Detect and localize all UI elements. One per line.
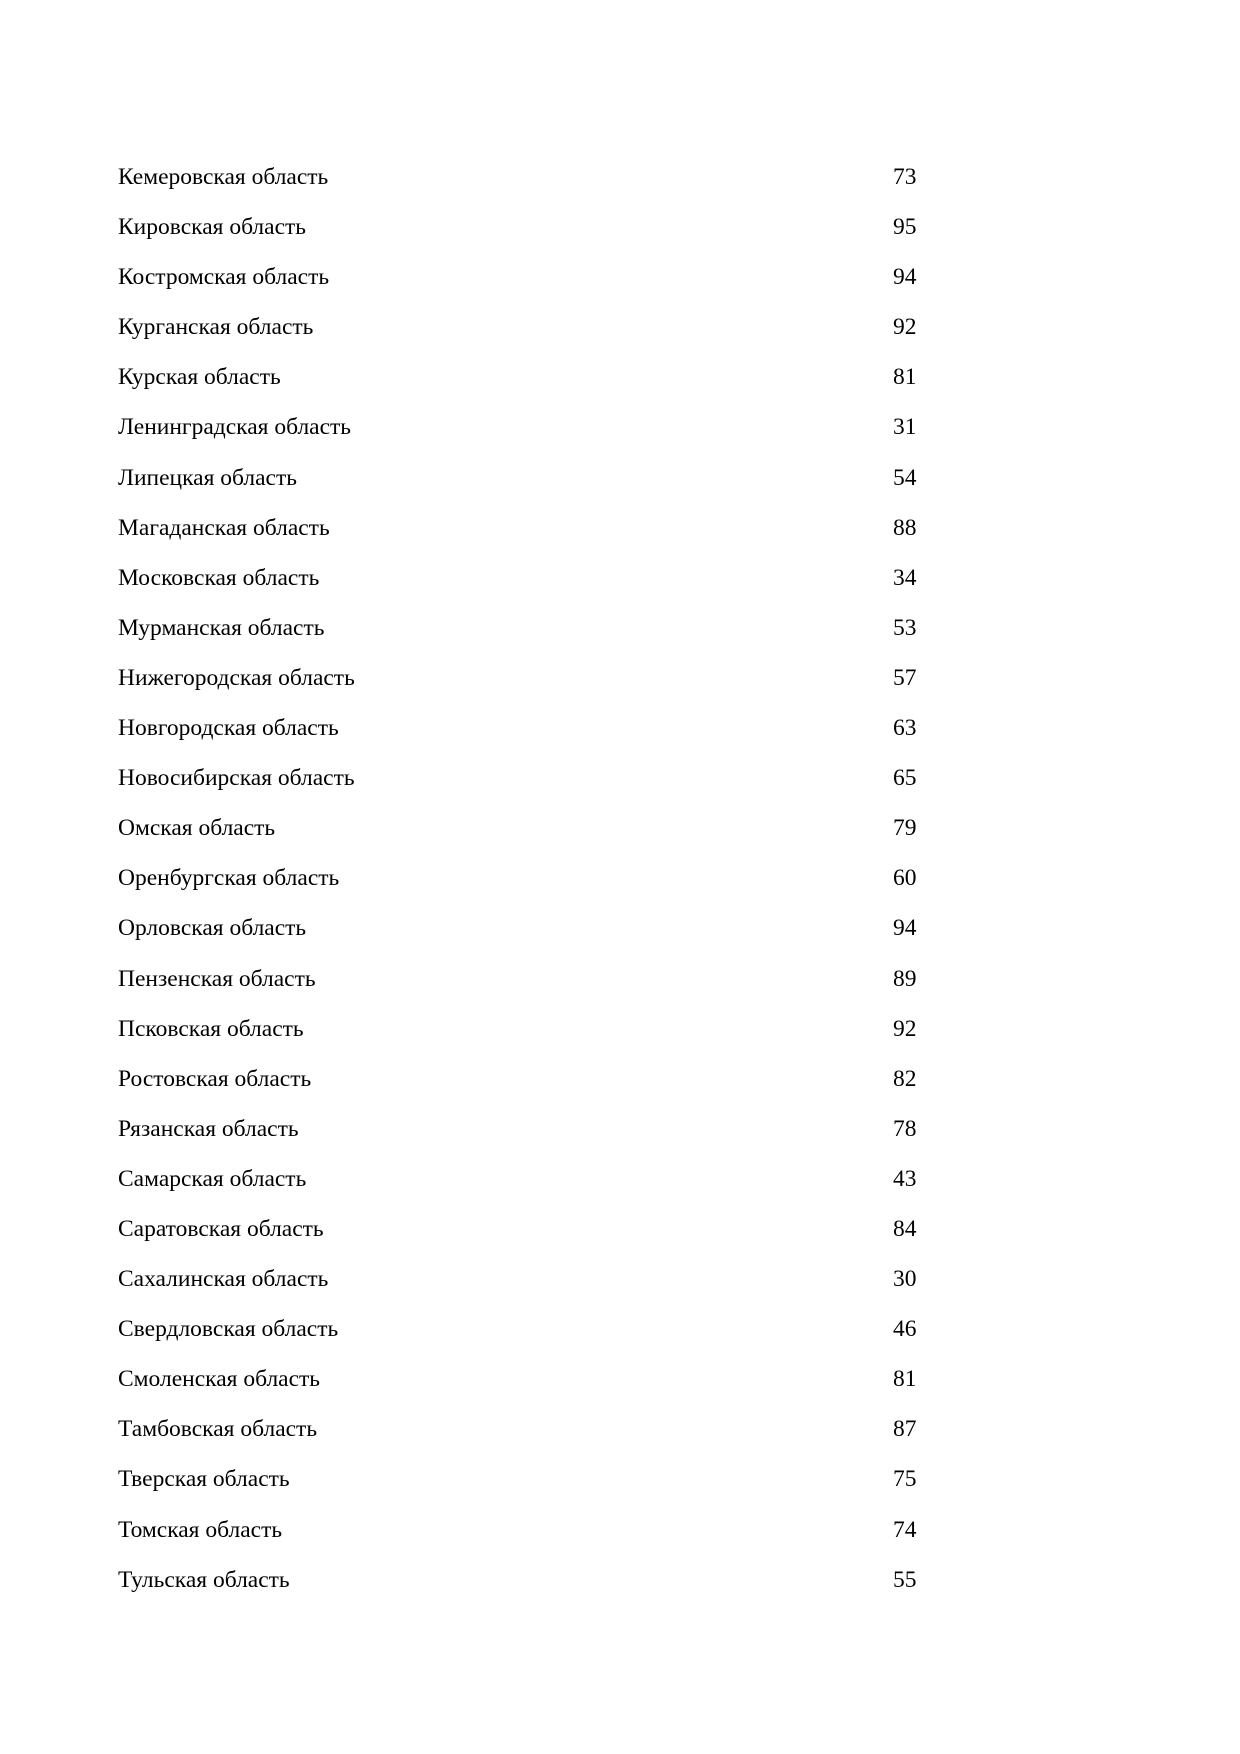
region-value: 81 [893,1366,917,1393]
list-item [118,703,938,753]
region-name: Курганская область [118,314,314,341]
list-item [118,753,938,803]
list-item [118,1204,938,1254]
list-item [118,853,938,903]
region-value: 54 [893,464,917,491]
list-item [118,302,938,352]
region-value: 55 [893,1566,917,1593]
list-item [118,1505,938,1555]
region-value: 79 [893,815,917,842]
list-item [118,1454,938,1504]
region-value: 53 [893,614,917,641]
list-item [118,1004,938,1054]
region-value: 43 [893,1165,917,1192]
region-value: 74 [893,1516,917,1543]
region-value: 65 [893,765,917,792]
list-item [118,1104,938,1154]
region-value: 30 [893,1266,917,1293]
list-item [118,202,938,252]
region-value: 75 [893,1466,917,1493]
region-value: 89 [893,965,917,992]
region-value: 88 [893,514,917,541]
region-name: Самарская область [118,1165,307,1192]
region-name: Новосибирская область [118,765,355,792]
region-name: Новгородская область [118,715,339,742]
region-value: 81 [893,364,917,391]
region-name: Тверская область [118,1466,290,1493]
region-value: 34 [893,564,917,591]
region-name: Саратовская область [118,1215,324,1242]
region-value: 92 [893,1015,917,1042]
list-item [118,603,938,653]
list-item [118,252,938,302]
region-name: Свердловская область [118,1316,339,1343]
list-item [118,1404,938,1454]
region-name: Липецкая область [118,464,297,491]
region-name: Тамбовская область [118,1416,318,1443]
region-name: Омская область [118,815,276,842]
list-item [118,903,938,953]
region-value: 31 [893,414,917,441]
list-item [118,1054,938,1104]
list-item [118,1304,938,1354]
region-name: Тульская область [118,1566,290,1593]
list-item [118,954,938,1004]
region-value: 60 [893,865,917,892]
region-value: 94 [893,264,917,291]
region-name: Ростовская область [118,1065,312,1092]
list-item [118,1254,938,1304]
region-value: 63 [893,715,917,742]
region-value: 95 [893,214,917,241]
list-item [118,402,938,452]
region-value: 84 [893,1215,917,1242]
list-item [118,1555,938,1605]
region-name: Томская область [118,1516,283,1543]
region-value: 57 [893,664,917,691]
list-item [118,1354,938,1404]
region-name: Ленинградская область [118,414,352,441]
region-name: Оренбургская область [118,865,340,892]
region-value: 82 [893,1065,917,1092]
region-value: 94 [893,915,917,942]
region-name: Сахалинская область [118,1266,329,1293]
list-item [118,152,938,202]
region-name: Нижегородская область [118,664,355,691]
region-name: Псковская область [118,1015,304,1042]
region-name: Орловская область [118,915,307,942]
list-item [118,803,938,853]
list-item [118,553,938,603]
region-name: Курская область [118,364,281,391]
region-value: 78 [893,1115,917,1142]
region-name: Смоленская область [118,1366,321,1393]
list-item [118,1154,938,1204]
region-value: 92 [893,314,917,341]
region-name: Кировская область [118,214,307,241]
list-item [118,352,938,402]
list-item [118,453,938,503]
region-name: Костромская область [118,264,330,291]
region-value: 46 [893,1316,917,1343]
region-name: Московская область [118,564,320,591]
region-name: Пензенская область [118,965,316,992]
region-name: Магаданская область [118,514,330,541]
region-value: 87 [893,1416,917,1443]
region-value: 73 [893,164,917,190]
region-name: Мурманская область [118,614,325,641]
list-item [118,653,938,703]
region-name: Кемеровская область [118,164,329,190]
region-name: Рязанская область [118,1115,299,1142]
region-list [118,152,938,1605]
list-item [118,503,938,553]
